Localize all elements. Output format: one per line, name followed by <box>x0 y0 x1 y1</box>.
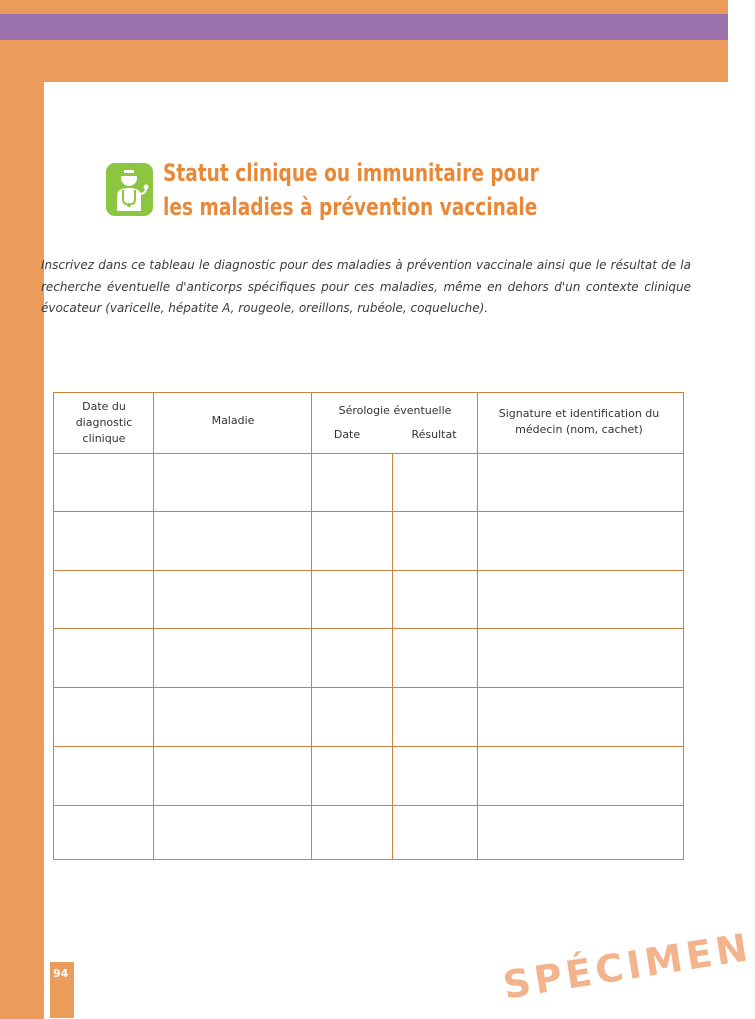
title-line-1: Statut clinique ou immunitaire pour <box>163 159 539 187</box>
title-line-2: les maladies à prévention vaccinale <box>163 193 538 221</box>
header-date: Date <box>333 428 361 441</box>
left-orange-band <box>0 82 44 1019</box>
table-row <box>54 688 683 746</box>
header-serologie: Sérologie éventuelle <box>338 404 452 417</box>
header-resultat: Résultat <box>411 428 457 441</box>
table-row <box>54 512 683 570</box>
table-row <box>54 629 683 687</box>
vaccination-status-table <box>53 392 684 860</box>
intro-paragraph: Inscrivez dans ce tableau le diagnostic pour des maladies à prévention vaccinale ainsi que le résultat de la recherche éventuelle d'anticorps spécifiques pour ces maladies, même en dehors d'un contexte clinique évocateur (varicelle, hépatite A, rougeole, oreillons, rubéole, coqueluche). <box>41 258 691 315</box>
orange-band <box>0 40 728 82</box>
table-row <box>54 806 683 859</box>
page-number-tab <box>50 962 74 1018</box>
page-number: 94 <box>53 967 69 980</box>
purple-band <box>0 14 728 40</box>
header-maladie: Maladie <box>211 414 255 427</box>
header-signature: Signature et identification du médecin (nom, cachet) <box>498 407 660 436</box>
specimen-watermark: SPÉCIMEN <box>500 924 755 1008</box>
page-title <box>163 156 559 224</box>
top-orange-band <box>0 0 728 14</box>
table-row <box>54 571 683 628</box>
doctor-stethoscope-icon <box>106 163 153 216</box>
table-row <box>54 454 683 511</box>
table-row <box>54 747 683 805</box>
header-date-diagnostic: Date du diagnostic clinique <box>75 400 133 445</box>
